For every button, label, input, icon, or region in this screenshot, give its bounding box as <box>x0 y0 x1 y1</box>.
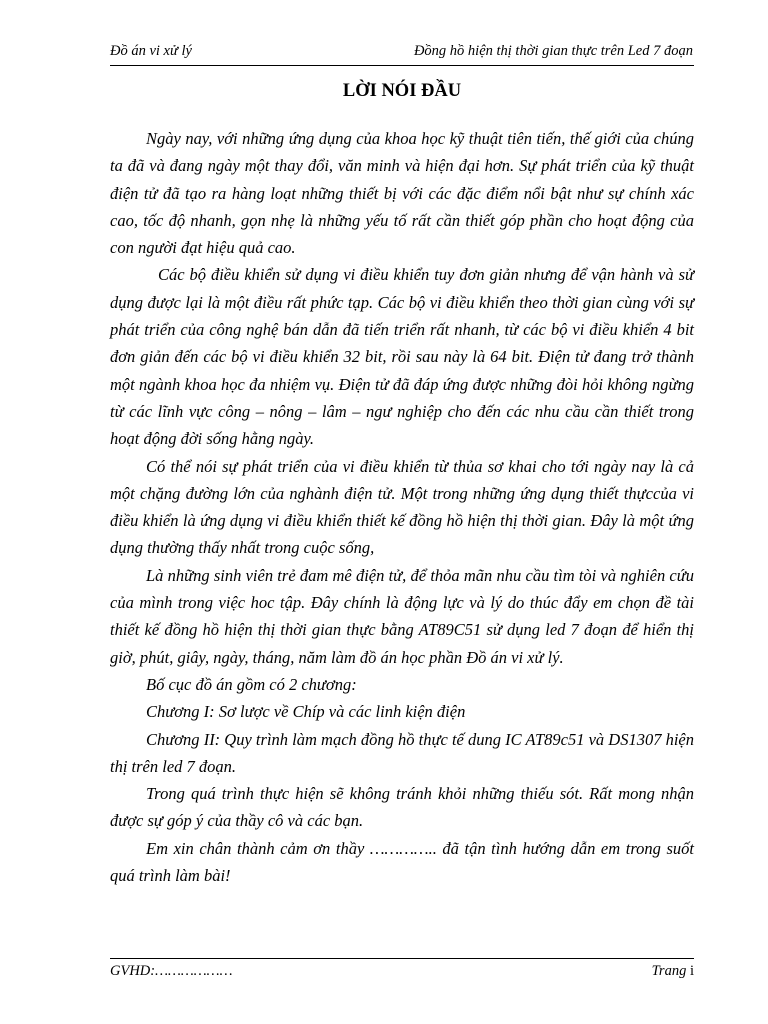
page-footer <box>110 962 694 980</box>
paragraph-structure: Bố cục đồ án gồm có 2 chương: <box>146 674 357 694</box>
paragraph-development: Có thể nói sự phát triển của vi điều khiển từ thủa sơ khai cho tới ngày nay là cả một chặng đường lớn của nghành điện tử. Một trong những ứng dụng thiết thựccủa vi điều khiển là ứng dụng vi điều khiển thiết kế đồng hồ hiện thị thời gian. Đây là một ứng dụng thường thấy nhất trong cuộc sống, <box>110 456 694 558</box>
footer-page <box>652 962 694 980</box>
paragraph-chapter-1: Chương I: Sơ lược về Chíp và các linh kiện điện <box>146 702 466 722</box>
header-left-text: Đồ án vi xử lý <box>110 43 192 59</box>
paragraph-intro: Ngày nay, với những ứng dụng của khoa học kỹ thuật tiên tiến, thế giới của chúng ta đã và đang ngày một thay đổi, văn minh và hiện đại hơn. Sự phát triển của kỹ thuật điện tử đã tạo ra hàng loạt những thiết bị với các đặc điểm nổi bật như sự chính xác cao, tốc độ nhanh, gọn nhẹ là những yếu tố rất cần thiết góp phần cho hoạt động của con người đạt hiệu quả cao. <box>110 129 694 258</box>
page-header <box>110 42 693 60</box>
paragraph-thanks: Em xin chân thành cảm ơn thầy ………….. đã tận tình hướng dẫn em trong suốt quá trình làm bài! <box>110 838 694 886</box>
header-right-text: Đồng hồ hiện thị thời gian thực trên Led 7 đoạn <box>413 43 693 59</box>
footer-supervisor: GVHD:……………… <box>110 963 233 979</box>
footer-page-label: Trang <box>651 963 687 979</box>
footer-divider <box>110 958 694 959</box>
paragraph-shortcomings: Trong quá trình thực hiện sẽ không tránh khỏi những thiếu sót. Rất mong nhận được sự góp ý của thầy cô và các bạn. <box>110 784 694 831</box>
paragraph-chapter-2: Chương II: Quy trình làm mạch đồng hồ thực tế dung IC AT89c51 và DS1307 hiện thị trên led 7 đoạn. <box>110 729 694 776</box>
header-divider <box>110 65 694 66</box>
footer-page-number: i <box>689 963 694 979</box>
page-title: LỜI NÓI ĐẦU <box>342 81 462 101</box>
paragraph-motivation: Là những sinh viên trẻ đam mê điện tử, để thỏa mãn nhu cầu tìm tòi và nghiên cứu của mình trong việc hoc tập. Đây chính là động lực và lý do thúc đẩy em chọn đề tài thiết kế đồng hồ hiện thị thời gian thực bằng AT89C51 sử dụng led 7 đoạn để hiển thị giờ, phút, giây, ngày, tháng, năm làm đồ án học phần Đồ án vi xử lý. <box>110 565 694 667</box>
document-body <box>110 125 694 889</box>
paragraph-controllers: Các bộ điều khiển sử dụng vi điều khiển tuy đơn giản nhưng để vận hành và sử dụng được lại là một điều rất phức tạp. Các bộ vi điều khiển theo thời gian cùng với sự phát triển của công nghệ bán dẫn đã tiến triển rất nhanh, từ các bộ vi điều khiển 4 bit đơn giản đến các bộ vi điều khiển 32 bit, rồi sau này là 64 bit. Điện tử đang trở thành một ngành khoa học đa nhiệm vụ. Điện tử đã đáp ứng được những đòi hỏi không ngừng từ các lĩnh vực công – nông – lâm – ngư nghiệp cho đến các nhu cầu cần thiết trong hoạt động đời sống hằng ngày. <box>110 265 694 449</box>
